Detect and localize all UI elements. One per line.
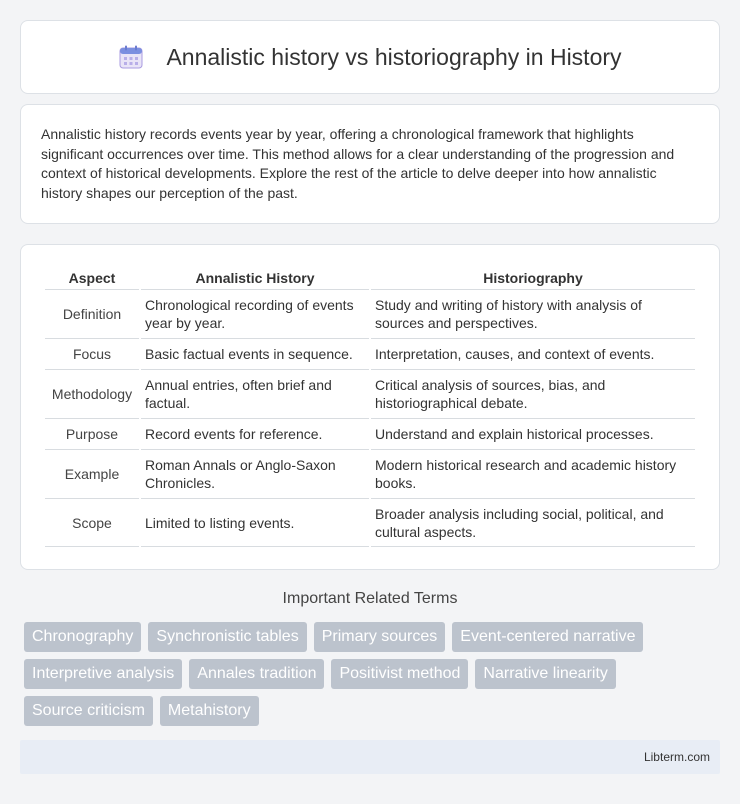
cell-annalistic: Chronological recording of events year by year. — [141, 289, 369, 338]
tag-primary-sources[interactable]: Primary sources — [314, 622, 446, 652]
footer-site-link[interactable]: Libterm.com — [643, 750, 710, 764]
table-row — [45, 498, 695, 547]
cell-annalistic: Annual entries, often brief and factual. — [141, 369, 369, 418]
cell-historiography: Critical analysis of sources, bias, and historiographical debate. — [371, 369, 695, 418]
cell-annalistic: Basic factual events in sequence. — [141, 338, 369, 369]
intro-card — [20, 104, 720, 224]
tag-synchronistic-tables[interactable]: Synchronistic tables — [148, 622, 306, 652]
cell-aspect: Example — [45, 449, 139, 498]
tag-positivist-method[interactable]: Positivist method — [331, 659, 468, 689]
comparison-card — [20, 244, 720, 570]
table-row — [45, 369, 695, 418]
tag-metahistory[interactable]: Metahistory — [160, 696, 259, 726]
comparison-table — [43, 265, 697, 547]
table-row — [45, 449, 695, 498]
header-historiography: Historiography — [483, 270, 583, 286]
intro-text: Annalistic history records events year by year, offering a chronological framework that highlights significant occurrences over time. This method allows for a clear understanding of the progression and context of historical developments. Explore the rest of the article to delve deeper into how annalistic history shapes our perception of the past. — [41, 126, 675, 201]
cell-annalistic: Roman Annals or Anglo-Saxon Chronicles. — [141, 449, 369, 498]
table-row — [45, 338, 695, 369]
cell-aspect: Purpose — [45, 418, 139, 449]
tag-source-criticism[interactable]: Source criticism — [24, 696, 153, 726]
cell-aspect: Focus — [45, 338, 139, 369]
table-row — [45, 289, 695, 338]
tag-chronography[interactable]: Chronography — [24, 622, 141, 652]
tag-interpretive-analysis[interactable]: Interpretive analysis — [24, 659, 182, 689]
page-title: Annalistic history vs historiography in History — [166, 43, 622, 70]
related-terms-list — [24, 622, 724, 733]
cell-historiography: Broader analysis including social, political, and cultural aspects. — [371, 498, 695, 547]
tag-narrative-linearity[interactable]: Narrative linearity — [475, 659, 615, 689]
table-row — [45, 418, 695, 449]
cell-historiography: Understand and explain historical processes. — [371, 418, 695, 449]
tag-event-centered-narrative[interactable]: Event-centered narrative — [452, 622, 643, 652]
footer — [20, 740, 720, 774]
related-terms-title: Important Related Terms — [282, 590, 458, 607]
cell-historiography: Modern historical research and academic history books. — [371, 449, 695, 498]
header-card — [20, 20, 720, 94]
cell-aspect: Scope — [45, 498, 139, 547]
cell-aspect: Definition — [45, 289, 139, 338]
cell-annalistic: Record events for reference. — [141, 418, 369, 449]
table-header-row — [45, 265, 695, 289]
cell-historiography: Study and writing of history with analysis of sources and perspectives. — [371, 289, 695, 338]
cell-aspect: Methodology — [45, 369, 139, 418]
header-aspect: Aspect — [68, 270, 116, 286]
cell-historiography: Interpretation, causes, and context of events. — [371, 338, 695, 369]
calendar-icon — [118, 44, 144, 70]
tag-annales-tradition[interactable]: Annales tradition — [189, 659, 324, 689]
header-annalistic: Annalistic History — [195, 270, 315, 286]
cell-annalistic: Limited to listing events. — [141, 498, 369, 547]
